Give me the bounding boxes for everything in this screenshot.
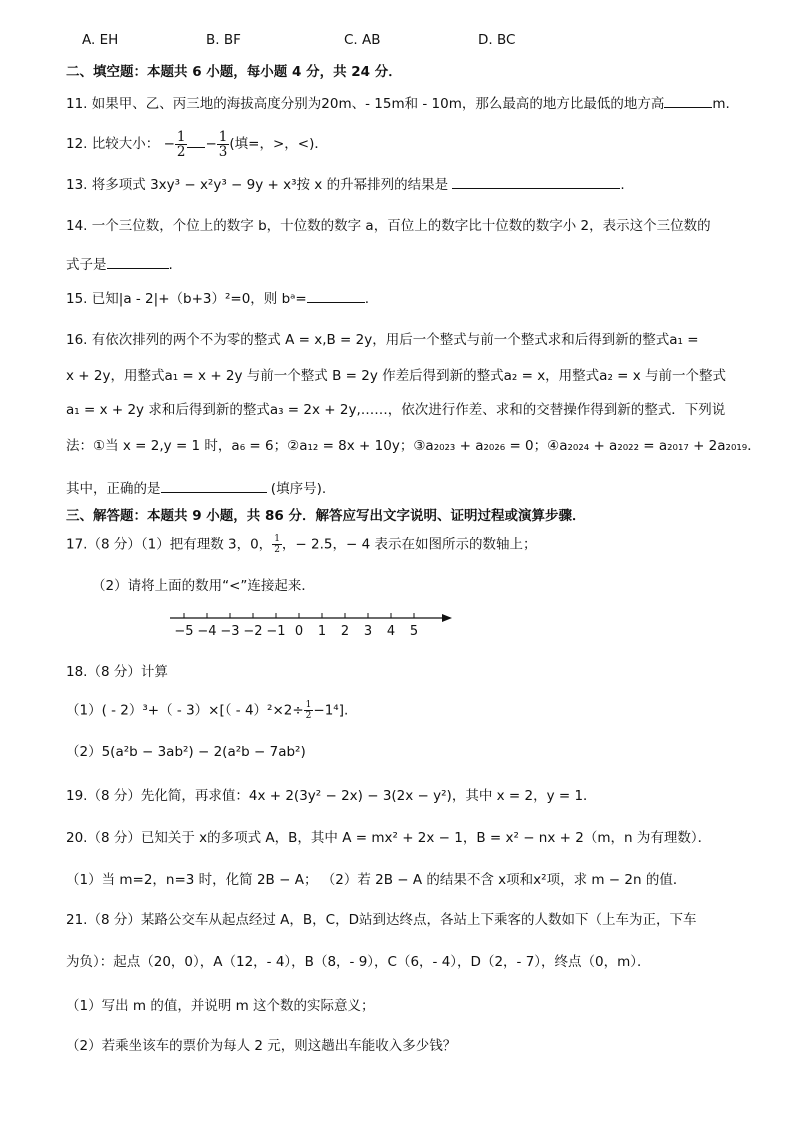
question-number: 21. [66, 912, 88, 928]
option-d: D. BC [478, 32, 516, 48]
question-number: 17. [66, 536, 88, 553]
question-number: 20. [66, 830, 88, 846]
question-suffix: (填=，>，<)． [229, 136, 328, 152]
axis-ticks [174, 613, 418, 639]
question-21-part1: （1）写出 m 的值，并说明 m 这个数的实际意义； [66, 998, 375, 1014]
question-text: 式子是 [66, 257, 107, 273]
question-text: （8 分）某路公交车从起点经过 A，B，C，D站到达终点，各站上下乘客的人数如下（上车为正，下车 [87, 912, 697, 928]
question-18-part1 [66, 700, 754, 724]
question-text: −1⁴]. [313, 702, 349, 719]
question-12: 12. 比较大小： − $\frac{1}{2}$ − $\frac{1}{3}$ (填=，>，<)． [66, 128, 328, 160]
question-16-line2: x + 2y，用整式a₁ = x + 2y 与前一个整式 B = 2y 作差后得到新的整式a₂ = x，用整式a₂ = x 与前一个整式 [66, 368, 727, 384]
question-text: （8 分）先化简，再求值：4x + 2(3y² − 2x) − 3(2x − y²)，其中 x = 2，y = 1． [87, 788, 597, 804]
option-a: A. EH [82, 32, 119, 48]
question-17-part1 [66, 534, 754, 558]
section-heading-fill-in: 二、填空题：本题共 6 小题，每小题 4 分，共 24 分． [66, 64, 402, 80]
fraction-1: $\frac{1}{2}$ [176, 128, 186, 160]
question-text: 一个三位数，个位上的数字 b，十位数的数字 a，百位上的数字比十位数的数字小 2，表示这个三位数的 [91, 218, 711, 234]
axis-tick-label: 5 [409, 624, 419, 639]
axis-tick-label: −4 [197, 624, 217, 639]
question-number: 15. [66, 291, 88, 307]
answer-blank[interactable] [664, 93, 712, 108]
question-tail: . [364, 291, 370, 307]
fraction-half: $\frac{1}{2}$ [305, 700, 312, 721]
question-number: 14. [66, 218, 88, 234]
question-21-line2: 为负）：起点（20，0），A（12，- 4），B（8，- 9），C（6，- 4），D（2，- 7），终点（0，m）． [66, 954, 651, 970]
question-15 [66, 288, 754, 309]
axis-tick-label: 2 [340, 624, 350, 639]
question-text: （8 分）计算 [87, 664, 168, 680]
question-14-line2 [66, 254, 754, 275]
option-c: C. AB [344, 32, 381, 48]
question-18-title [66, 662, 754, 682]
answer-blank[interactable] [187, 129, 205, 148]
question-text: 将多项式 3xy³ − x²y³ − 9y + x³按 x 的升幂排列的结果是 [91, 177, 449, 193]
axis-tick-label: −1 [266, 624, 286, 639]
axis-tick-label: −2 [243, 624, 263, 639]
question-tail: . [168, 257, 173, 273]
question-21-line1 [66, 910, 754, 930]
question-13 [66, 174, 754, 195]
question-18-part2: （2）5(a²b − 3ab²) − 2(a²b − 7ab²) [66, 744, 306, 760]
question-text: ，− 2.5，− 4 表示在如图所示的数轴上； [281, 536, 537, 553]
question-19 [66, 786, 754, 806]
question-text: 如果甲、乙、丙三地的海拔高度分别为20m、- 15m和 - 10m，那么最高的地方比最低的地方高 [91, 96, 665, 112]
axis-tick-label: 0 [294, 624, 304, 639]
question-text: 有依次排列的两个不为零的整式 A = x,B = 2y，用后一个整式与前一个整式求和后得到新的整式a₁ = [91, 332, 699, 348]
option-b: B. BF [206, 32, 241, 48]
fraction-2: $\frac{1}{3}$ [218, 128, 228, 160]
question-21-part2: （2）若乘坐该车的票价为每人 2 元，则这趟出车能收入多少钱？ [66, 1038, 457, 1054]
question-number: 11. [66, 96, 88, 112]
question-20-line2: （1）当 m=2，n=3 时，化简 2B − A； （2）若 2B − A 的结果不含 x项和x²项，求 m − 2n 的值． [66, 872, 687, 888]
axis-tick-label: 3 [363, 624, 373, 639]
axis-tick-label: −5 [174, 624, 194, 639]
question-text: （8 分）（1）把有理数 3，0， [87, 536, 273, 553]
question-14-line1 [66, 216, 754, 236]
question-text: （1）( - 2）³+（ - 3）×[（ - 4）²×2÷ [66, 702, 304, 719]
axis-tick-label: 1 [317, 624, 327, 639]
question-prefix: 比较大小： [91, 136, 160, 152]
question-number: 12. [66, 136, 88, 152]
section-heading-solutions: 三、解答题：本题共 9 小题，共 86 分．解答应写出文字说明、证明过程或演算步骤． [66, 508, 586, 524]
question-16-line1 [66, 330, 754, 350]
answer-blank[interactable] [452, 174, 620, 189]
arrow-right-icon [442, 614, 452, 622]
question-16-line3: a₁ = x + 2y 求和后得到新的整式a₃ = 2x + 2y,……，依次进行作差、求和的交替操作得到新的整式．下列说 [66, 402, 726, 418]
question-20-line1 [66, 828, 754, 848]
question-tail: . [620, 177, 625, 193]
number-line [170, 608, 460, 644]
question-text: 已知|a - 2|+（b+3）²=0，则 bᵃ= [91, 291, 307, 307]
answer-blank[interactable] [161, 478, 267, 493]
answer-options [66, 30, 754, 50]
question-text: 其中，正确的是 [66, 481, 161, 497]
question-tail: (填序号). [270, 481, 327, 497]
question-number: 13. [66, 177, 88, 193]
question-tail: m. [712, 96, 730, 112]
question-17-part2: （2）请将上面的数用“<”连接起来． [92, 578, 315, 594]
question-11 [66, 93, 754, 114]
axis-tick-label: −3 [220, 624, 240, 639]
question-16-line4: 法：①当 x = 2,y = 1 时，a₆ = 6；②a₁₂ = 8x + 10y；③a₂₀₂₃ + a₂₀₂₆ = 0；④a₂₀₂₄ + a₂₀₂₂ = a₂₀₁₇ + 2a₂₀₁₉． [66, 438, 761, 454]
question-text: （8 分）已知关于 x的多项式 A，B，其中 A = mx² + 2x − 1，B = x² − nx + 2（m，n 为有理数）． [87, 830, 712, 846]
question-number: 16. [66, 332, 88, 348]
question-number: 18. [66, 664, 88, 680]
question-16-line5 [66, 478, 754, 499]
question-number: 19. [66, 788, 88, 804]
fraction-half: $\frac{1}{2}$ [274, 534, 280, 555]
answer-blank[interactable] [107, 254, 169, 269]
axis-tick-label: 4 [386, 624, 396, 639]
answer-blank[interactable] [307, 288, 365, 303]
